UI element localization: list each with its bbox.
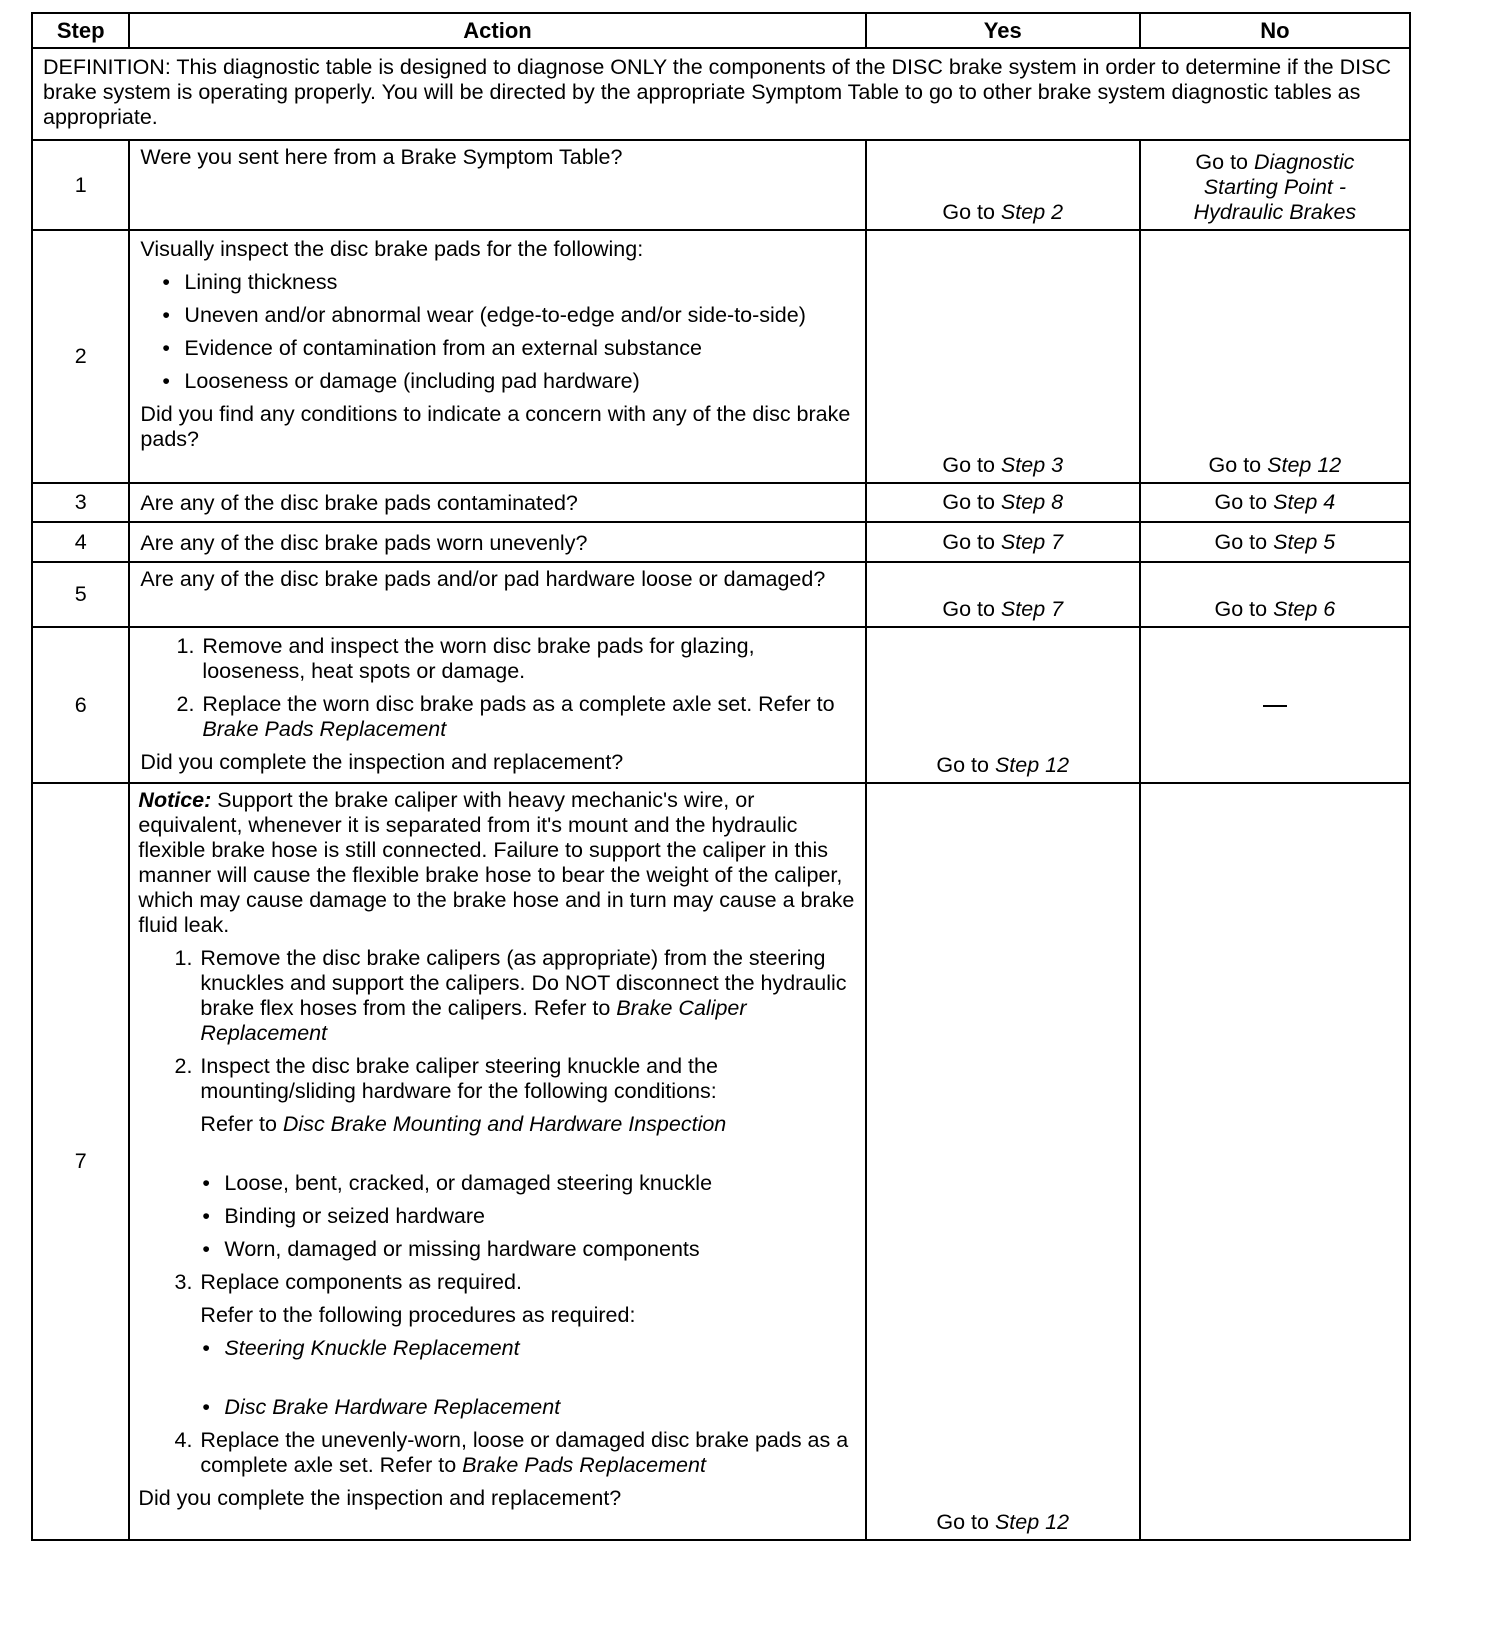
bullet-icon: •: [202, 1395, 210, 1419]
question-text: Did you complete the inspection and replacement?: [138, 1486, 622, 1510]
step-link[interactable]: Step 7: [1000, 529, 1064, 554]
header-no: No: [1140, 13, 1410, 48]
bullet-icon: •: [202, 1171, 210, 1195]
no-cell: [1140, 562, 1410, 627]
step-link[interactable]: Step 7: [1000, 597, 1064, 621]
instruction-text: Visually inspect the disc brake pads for the following:: [140, 237, 644, 261]
definition-row: [32, 48, 1410, 140]
no-cell: [1140, 230, 1410, 483]
step-number: 1: [32, 140, 129, 230]
action-cell: [129, 230, 865, 483]
bullet-icon: •: [162, 303, 170, 327]
list-item: [138, 1395, 854, 1420]
table-row-step-2: [32, 230, 1410, 483]
goto-label: Go to: [1214, 490, 1268, 514]
diagnostic-table: [31, 12, 1411, 1541]
header-step: Step: [32, 13, 129, 48]
step-link[interactable]: Step 12: [1267, 453, 1342, 477]
goto-label: Go to: [1208, 453, 1262, 477]
table-row-step-7: [32, 783, 1410, 1540]
bullet-icon: •: [162, 270, 170, 294]
brake-pads-replacement-link[interactable]: Brake Pads Replacement: [462, 1453, 706, 1477]
brake-pads-replacement-link[interactable]: Brake Pads Replacement: [202, 717, 447, 741]
list-item: • Worn, damaged or missing hardware components: [202, 1237, 700, 1261]
notice-label: Notice:: [138, 788, 212, 812]
step-link[interactable]: Step 2: [1000, 200, 1064, 224]
action-cell: [129, 783, 865, 1540]
no-cell: [1140, 627, 1410, 783]
question-text: Did you find any conditions to indicate a concern with any of the disc brake pads?: [140, 402, 851, 451]
numbered-item: 1. Remove the disc brake calipers (as appropriate) from the steering knuckles and support the calipers. Do NOT disconnect the hydraulic brake flex hoses from the calipers. Refer to Brake Caliper Replacement: [174, 946, 847, 1045]
question-text: Were you sent here from a Brake Symptom Table?: [140, 145, 623, 169]
goto-label: Go to: [936, 1510, 989, 1534]
step-link[interactable]: Step 5: [1273, 529, 1336, 554]
no-cell: [1140, 483, 1410, 522]
goto-label: Go to: [1214, 597, 1268, 621]
table-row-step-4: [32, 522, 1410, 562]
list-item: • Uneven and/or abnormal wear (edge-to-edge and/or side-to-side): [162, 303, 806, 327]
list-item: • Lining thickness: [162, 270, 338, 294]
step-number: 4: [32, 522, 129, 562]
step-link[interactable]: Step 12: [994, 1510, 1070, 1534]
yes-cell: [866, 783, 1140, 1540]
bullet-icon: •: [202, 1336, 210, 1360]
yes-cell: [866, 522, 1140, 562]
action-cell: [129, 140, 865, 230]
steering-knuckle-replacement-link[interactable]: Steering Knuckle Replacement: [224, 1336, 520, 1360]
numbered-item: 1. Remove and inspect the worn disc brake pads for glazing, looseness, heat spots or damage.: [176, 634, 755, 683]
yes-cell: [866, 140, 1140, 230]
goto-label: Go to: [942, 529, 995, 554]
notice-text: Notice: Support the brake caliper with heavy mechanic's wire, or equivalent, whenever it is separated from it's mount and the hydraulic flexible brake hose is still connected. Failure to support the caliper in this manner will cause the flexible brake hose to bear the weight of the caliper, which may cause damage to the brake hose and in turn may cause a brake fluid leak.: [138, 788, 855, 937]
step-number: 3: [32, 483, 129, 522]
bullet-icon: •: [202, 1204, 210, 1228]
no-cell: [1140, 783, 1410, 1540]
question-text: Are any of the disc brake pads and/or pad hardware loose or damaged?: [140, 567, 826, 591]
step-link[interactable]: Step 12: [994, 753, 1070, 777]
action-cell: [129, 483, 865, 522]
step-number: 5: [32, 562, 129, 627]
step-link[interactable]: Step 3: [1000, 453, 1064, 477]
list-item: • Looseness or damage (including pad hardware): [162, 369, 640, 393]
brake-caliper-replacement-link[interactable]: Brake Caliper Replacement: [200, 996, 747, 1045]
table-row-step-5: [32, 562, 1410, 627]
yes-cell: [866, 627, 1140, 783]
header-row: [32, 13, 1410, 48]
goto-label: Go to: [942, 453, 995, 477]
list-item: [138, 1336, 854, 1361]
numbered-item: 3. Replace components as required.: [174, 1270, 522, 1294]
header-action: Action: [129, 13, 865, 48]
numbered-item: 4. Replace the unevenly-worn, loose or damaged disc brake pads as a complete axle set. Refer to Brake Pads Replacement: [174, 1428, 849, 1477]
table-row-step-3: [32, 483, 1410, 522]
no-cell: [1140, 140, 1410, 230]
goto-label: Go to: [942, 200, 995, 224]
goto-label: Go to: [942, 597, 995, 621]
question-text: Did you complete the inspection and replacement?: [140, 750, 624, 774]
action-cell: [129, 627, 865, 783]
bullet-icon: •: [162, 336, 170, 360]
goto-label: Go to: [936, 753, 989, 777]
yes-cell: [866, 230, 1140, 483]
refer-line: Refer to Disc Brake Mounting and Hardware Inspection: [200, 1112, 727, 1136]
not-applicable-dash: [1263, 705, 1287, 707]
question-text: Are any of the disc brake pads worn unevenly?: [140, 530, 588, 555]
disc-brake-hardware-replacement-link[interactable]: Disc Brake Hardware Replacement: [224, 1395, 561, 1419]
action-cell: [129, 522, 865, 562]
action-cell: [129, 562, 865, 627]
step-link[interactable]: Step 6: [1273, 597, 1336, 621]
bullet-icon: •: [202, 1237, 210, 1261]
definition-text: DEFINITION: This diagnostic table is designed to diagnose ONLY the components of the DISC brake system in order to determine if the DISC brake system is operating properly. You will be directed by the appropriate Symptom Table to go to other brake system diagnostic tables as appropriate.: [32, 48, 1410, 140]
goto-label: Go to: [1214, 529, 1268, 554]
step-number: 7: [32, 783, 129, 1540]
numbered-item: 2. Inspect the disc brake caliper steering knuckle and the mounting/sliding hardware for the following conditions:: [174, 1054, 718, 1103]
step-number: 6: [32, 627, 129, 783]
yes-cell: [866, 483, 1140, 522]
disc-brake-mounting-inspection-link[interactable]: Disc Brake Mounting and Hardware Inspection: [282, 1112, 727, 1136]
goto-label: Go to: [942, 490, 995, 514]
numbered-item: 2. Replace the worn disc brake pads as a complete axle set. Refer to Brake Pads Replacement: [176, 692, 835, 741]
refer-line: Refer to the following procedures as required:: [200, 1303, 636, 1327]
question-text: Are any of the disc brake pads contaminated?: [140, 491, 578, 515]
list-item: • Loose, bent, cracked, or damaged steering knuckle: [202, 1171, 713, 1195]
step-number: 2: [32, 230, 129, 483]
no-cell: [1140, 522, 1410, 562]
yes-cell: [866, 562, 1140, 627]
list-item: • Binding or seized hardware: [202, 1204, 485, 1228]
list-item: • Evidence of contamination from an external substance: [162, 336, 702, 360]
header-yes: Yes: [866, 13, 1140, 48]
table-row-step-1: [32, 140, 1410, 230]
step-link[interactable]: Step 4: [1273, 490, 1336, 514]
table-row-step-6: [32, 627, 1410, 783]
step-link[interactable]: Step 8: [1000, 490, 1064, 514]
goto-label: Go to: [1195, 150, 1249, 174]
diagnostic-starting-point-link[interactable]: Diagnostic Starting Point - Hydraulic Brakes: [1193, 150, 1357, 224]
bullet-icon: •: [162, 369, 170, 393]
